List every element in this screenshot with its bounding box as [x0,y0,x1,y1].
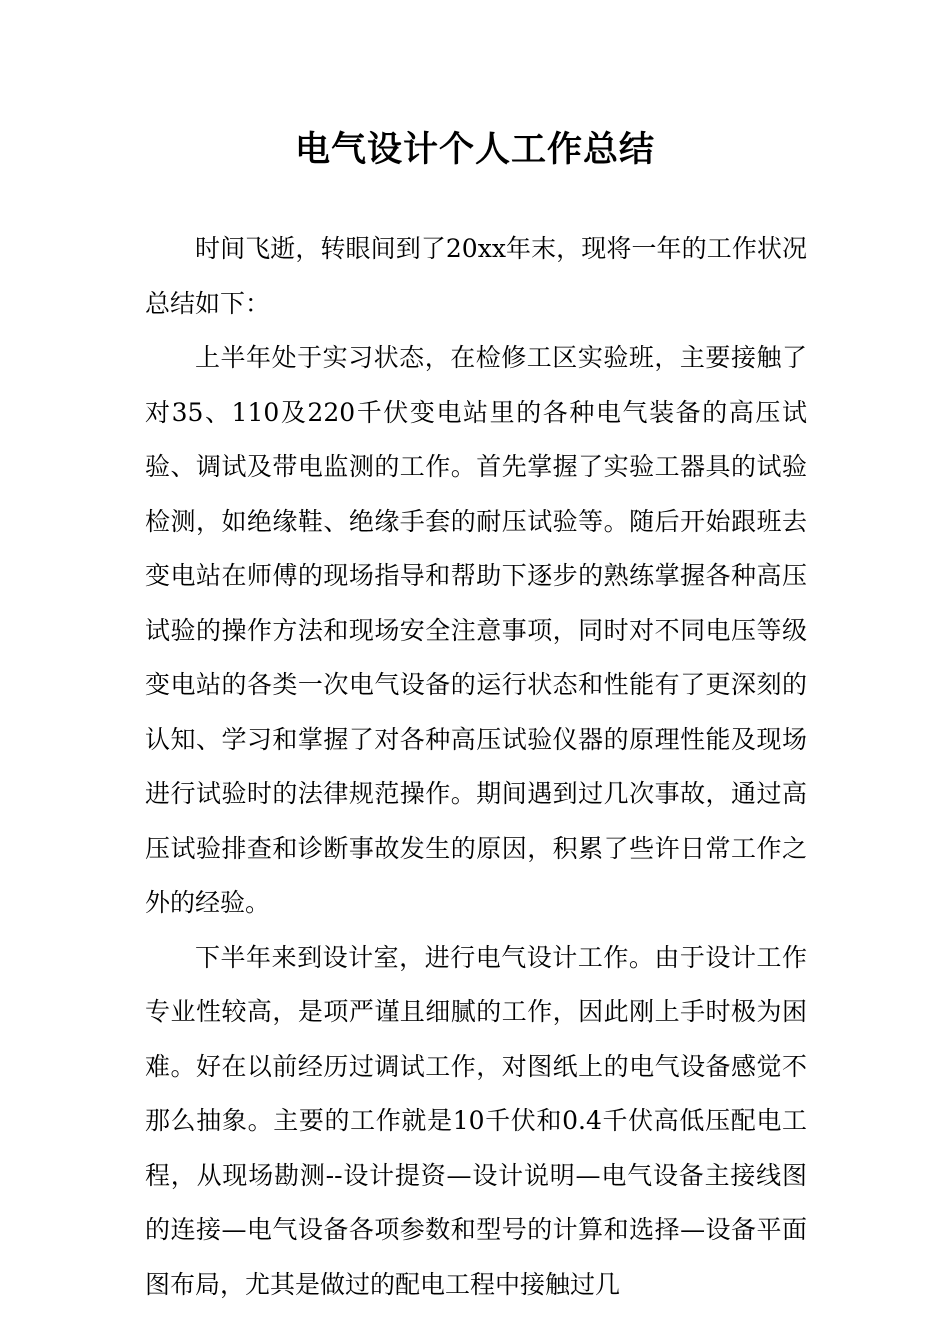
paragraph-second-half: 下半年来到设计室，进行电气设计工作。由于设计工作专业性较高，是项严谨且细腻的工作，因此刚上手时极为困难。好在以前经历过调试工作，对图纸上的电气设备感觉不那么抽象。主要的工作就是10千伏和0.4千伏高低压配电工程，从现场勘测--设计提资—设计说明—电气设备主接线图的连接—电气设备各项参数和型号的计算和选择—设备平面图布局，尤其是做过的配电工程中接触过几 [145,942,807,1299]
document-title: 电气设计个人工作总结 [294,130,655,170]
document-body [145,222,807,1312]
paragraph-first-half: 上半年处于实习状态，在检修工区实验班，主要接触了对35、110及220千伏变电站里的各种电气装备的高压试验、调试及带电监测的工作。首先掌握了实验工器具的试验检测，如绝缘鞋、绝缘手套的耐压试验等。随后开始跟班去变电站在师傅的现场指导和帮助下逐步的熟练掌握各种高压试验的操作方法和现场安全注意事项，同时对不同电压等级变电站的各类一次电气设备的运行状态和性能有了更深刻的认知、学习和掌握了对各种高压试验仪器的原理性能及现场进行试验时的法律规范操作。期间遇到过几次事故，通过高压试验排查和诊断事故发生的原因，积累了些许日常工作之外的经验。 [145,343,807,917]
paragraph-intro: 时间飞逝，转眼间到了20xx年末，现将一年的工作状况总结如下： [145,234,807,318]
